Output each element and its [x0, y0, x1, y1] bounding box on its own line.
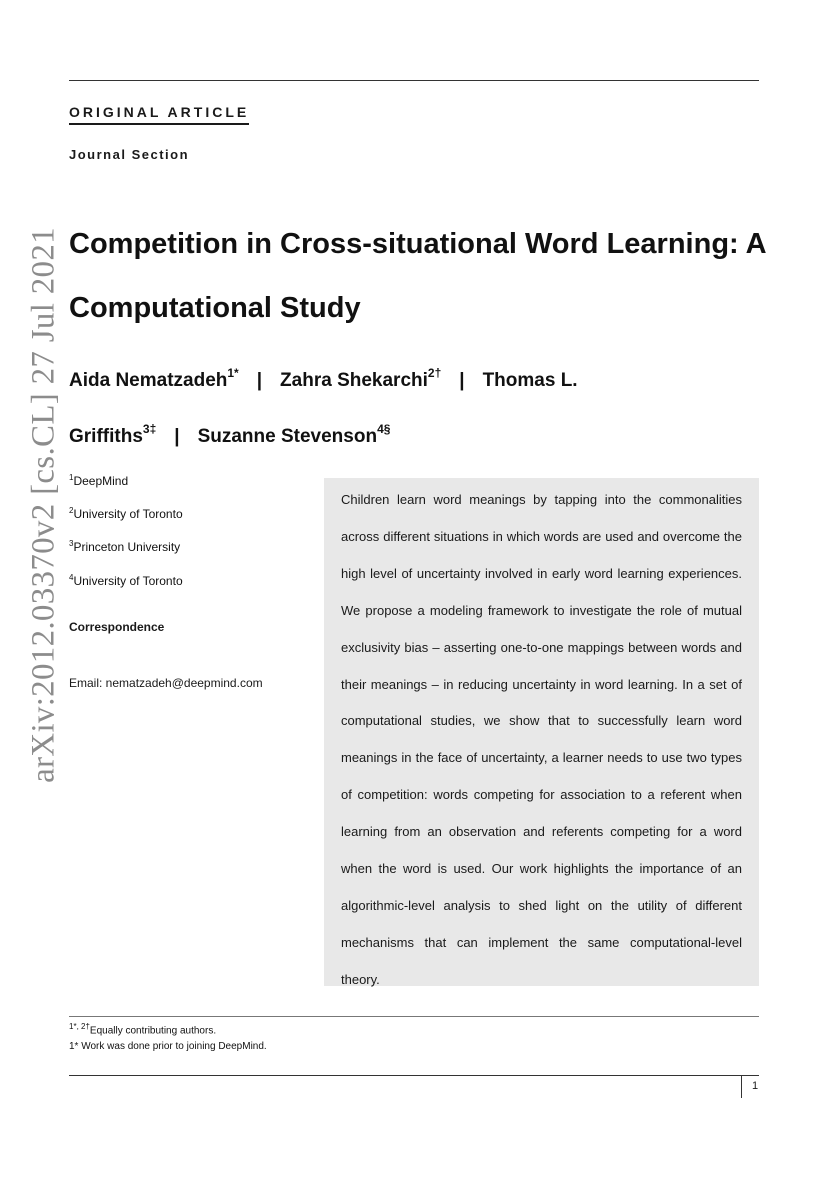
author-mark: 4§	[377, 421, 391, 436]
footnote-equal-contribution	[69, 1022, 216, 1036]
bottom-rule	[69, 1075, 759, 1076]
footnote-rule	[69, 1016, 759, 1017]
author-mark: 2†	[427, 365, 442, 380]
affiliation-number: 3	[69, 539, 74, 548]
abstract-box	[324, 478, 759, 986]
author-name: Suzanne Stevenson	[197, 426, 378, 447]
affiliation-name: University of Toronto	[73, 574, 183, 588]
footnote-deepmind	[69, 1041, 267, 1052]
author-name: Aida Nematzadeh	[69, 370, 228, 391]
journal-section-label: Journal Section	[69, 147, 190, 162]
affiliation-name: DeepMind	[73, 474, 129, 488]
affiliation-deepmind	[69, 473, 128, 488]
author-mark: 1*	[227, 365, 239, 380]
top-rule	[69, 80, 759, 81]
article-type-label: ORIGINAL ARTICLE	[69, 104, 249, 125]
affiliation-princeton	[69, 539, 180, 554]
author-separator: |	[174, 426, 180, 447]
author-name: Thomas L. Griffiths	[69, 370, 578, 447]
affiliation-name: Princeton University	[73, 540, 181, 554]
author-separator: |	[459, 370, 465, 391]
author-separator: |	[256, 370, 263, 391]
page-number: 1	[752, 1080, 759, 1092]
footnote-mark: 1*	[69, 1041, 79, 1052]
correspondence-label: Correspondence	[69, 620, 165, 634]
affiliation-toronto-2	[69, 573, 183, 588]
affiliation-number: 4	[69, 573, 74, 582]
footnote-mark: 1*, 2†	[69, 1022, 90, 1031]
correspondence-email: Email: nematzadeh@deepmind.com	[69, 676, 263, 690]
page-number-divider	[741, 1076, 742, 1098]
arxiv-stamp-text: arXiv:2012.03370v2 [cs.CL] 27 Jul 2021	[25, 227, 62, 783]
affiliation-number: 1	[69, 473, 74, 482]
paper-title: Competition in Cross-situational Word Learning: A Computational Study	[69, 228, 766, 324]
author-mark: 3‡	[142, 421, 157, 436]
affiliation-number: 2	[69, 506, 74, 515]
footnote-text: Equally contributing authors.	[89, 1025, 217, 1037]
footnote-text: Work was done prior to joining DeepMind.	[78, 1041, 267, 1052]
author-list	[69, 353, 669, 465]
affiliation-name: University of Toronto	[73, 507, 183, 521]
author-name: Zahra Shekarchi	[280, 370, 428, 391]
affiliation-toronto	[69, 506, 183, 521]
abstract-text: Children learn word meanings by tapping into the commonalities across different situations in which words are used and overcome the high level of uncertainty involved in early word learning experiences. We propose a modeling framework to investigate the role of mutual exclusivity bias – asserting one-to-one mappings between words and their meanings – in reducing uncertainty in word learning. In a set of computational studies, we show that to successfully learn word meanings in the face of uncertainty, a learner needs to use two types of competition: words competing for association to a referent when learning from an observation and referents competing for a word when the word is used. Our work highlights the importance of an algorithmic-level analysis to shed light on the utility of different mechanisms that can implement the same computational-level theory.	[341, 492, 742, 987]
